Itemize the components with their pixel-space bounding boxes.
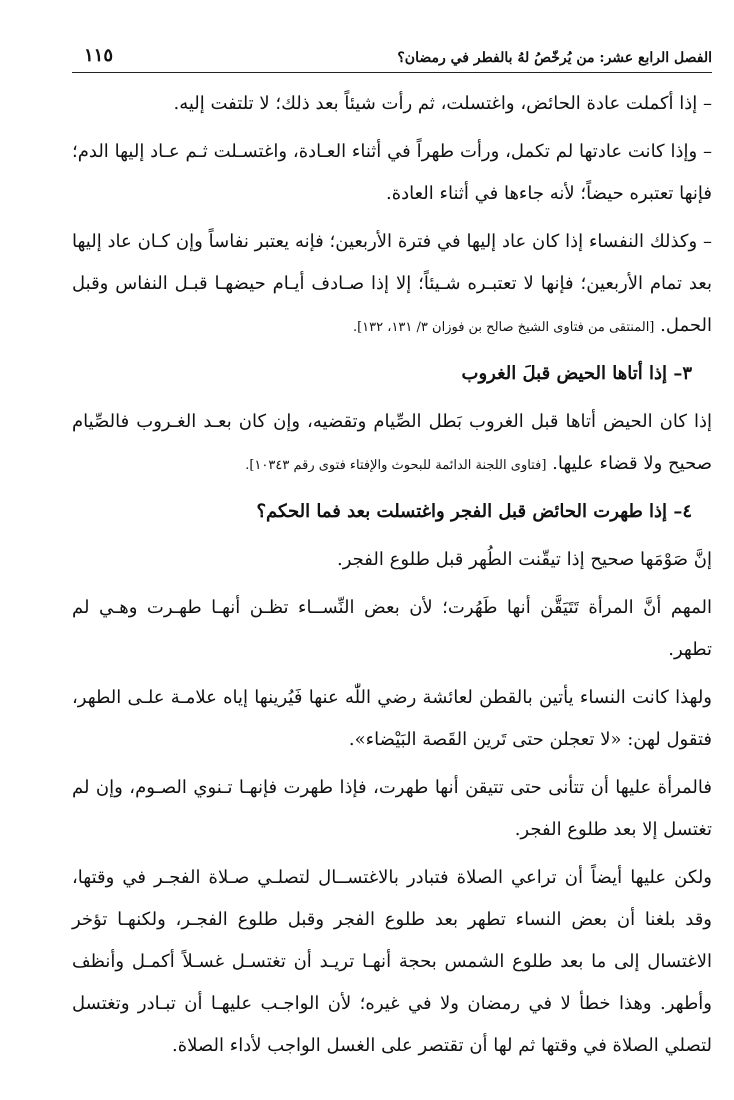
paragraph: – وإذا كانت عادتها لم تكمل، ورأت طهراً في أثناء العـادة، واغتسـلت ثـم عـاد إليها الدم؛ فإنها تعتبره حيضاً؛ لأنه جاءها في أثناء العادة.: [72, 141, 712, 204]
paragraph: ولهذا كانت النساء يأتين بالقطن لعائشة رضي اللّٰه عنها فَيُرينها إياه علامـة علـى الطهر، فتقول لهن: «لا تعجلن حتى تَرين القَصة البَيْضاء».: [72, 687, 712, 750]
paragraph: – إذا أكملت عادة الحائض، واغتسلت، ثم رأت شيئاً بعد ذلك؛ لا تلتفت إليه.: [173, 93, 712, 114]
page-number: ١١٥: [84, 45, 114, 66]
section-heading: ٤– إذا طهرت الحائض قبل الفجر واغتسلت بعد فما الحكم؟: [256, 501, 692, 522]
book-page: [72, 38, 712, 1073]
paragraph: – وكذلك النفساء إذا كان عاد إليها في فترة الأربعين؛ فإنه يعتبر نفاساً وإن كـان عاد إليها بعد تمام الأربعين؛ فإنها لا تعتبـره شـيئاً؛ إلا إذا صـادف أيـام حيضهـا قبـل النفاس وقبل الحمل. [المنتقى من فتاوى الشيخ صالح بن فوزان ٣/ ١٣١، ١٣٢].: [72, 231, 712, 336]
paragraph: إنَّ صَوْمَها صحيح إذا تيقّنت الطُهر قبل طلوع الفجر.: [337, 549, 712, 570]
paragraph: ولكن عليها أيضاً أن تراعي الصلاة فتبادر بالاغتســال لتصلـي صـلاة الفجـر في وقتها، وقد بلغنا أن بعض النساء تطهر بعد طلوع الفجر وقبل طلوع الفجـر، ولكنهـا تؤخر الاغتسال إلى ما بعد طلوع الشمس بحجة أنهـا تريـد أن تغتسـل غسـلاً أكمـل وأنظف وأطهر. وهذا خطأ لا في رمضان ولا في غيره؛ لأن الواجـب عليهـا أن تبـادر وتغتسل لتصلي الصلاة في وقتها ثم لها أن تقتصر على الغسل الواجب لأداء الصلاة.: [72, 867, 712, 1056]
chapter-title: الفصل الرابع عشر: من يُرخّصُ لهُ بالفطر في رمضان؟: [397, 50, 712, 66]
page-header: [72, 38, 712, 73]
paragraph: المهم أنَّ المرأة تَتَيَقَّن أنها طَهُرت؛ لأن بعض النِّســاء تظـن أنهـا طهـرت وهـي لم تطهر.: [72, 597, 712, 660]
paragraph: فالمرأة عليها أن تتأنى حتى تتيقن أنها طهرت، فإذا طهرت فإنهـا تـنوي الصـوم، وإن لم تغتسل إلا بعد طلوع الفجر.: [72, 777, 712, 840]
citation: [المنتقى من فتاوى الشيخ صالح بن فوزان ٣/ ١٣١، ١٣٢].: [352, 320, 655, 335]
citation: [فتاوى اللجنة الدائمة للبحوث والإفتاء فتوى رقم ١٠٣٤٣].: [245, 458, 547, 473]
paragraph: إذا كان الحيض أتاها قبل الغروب بَطل الصِّيام وتقضيه، وإن كان بعـد الغـروب فالصِّيام صحيح ولا قضاء عليها. [فتاوى اللجنة الدائمة للبحوث والإفتاء فتوى رقم ١٠٣٤٣].: [72, 411, 712, 474]
section-heading: ٣– إذا أتاها الحيض قبلَ الغروب: [461, 363, 692, 384]
